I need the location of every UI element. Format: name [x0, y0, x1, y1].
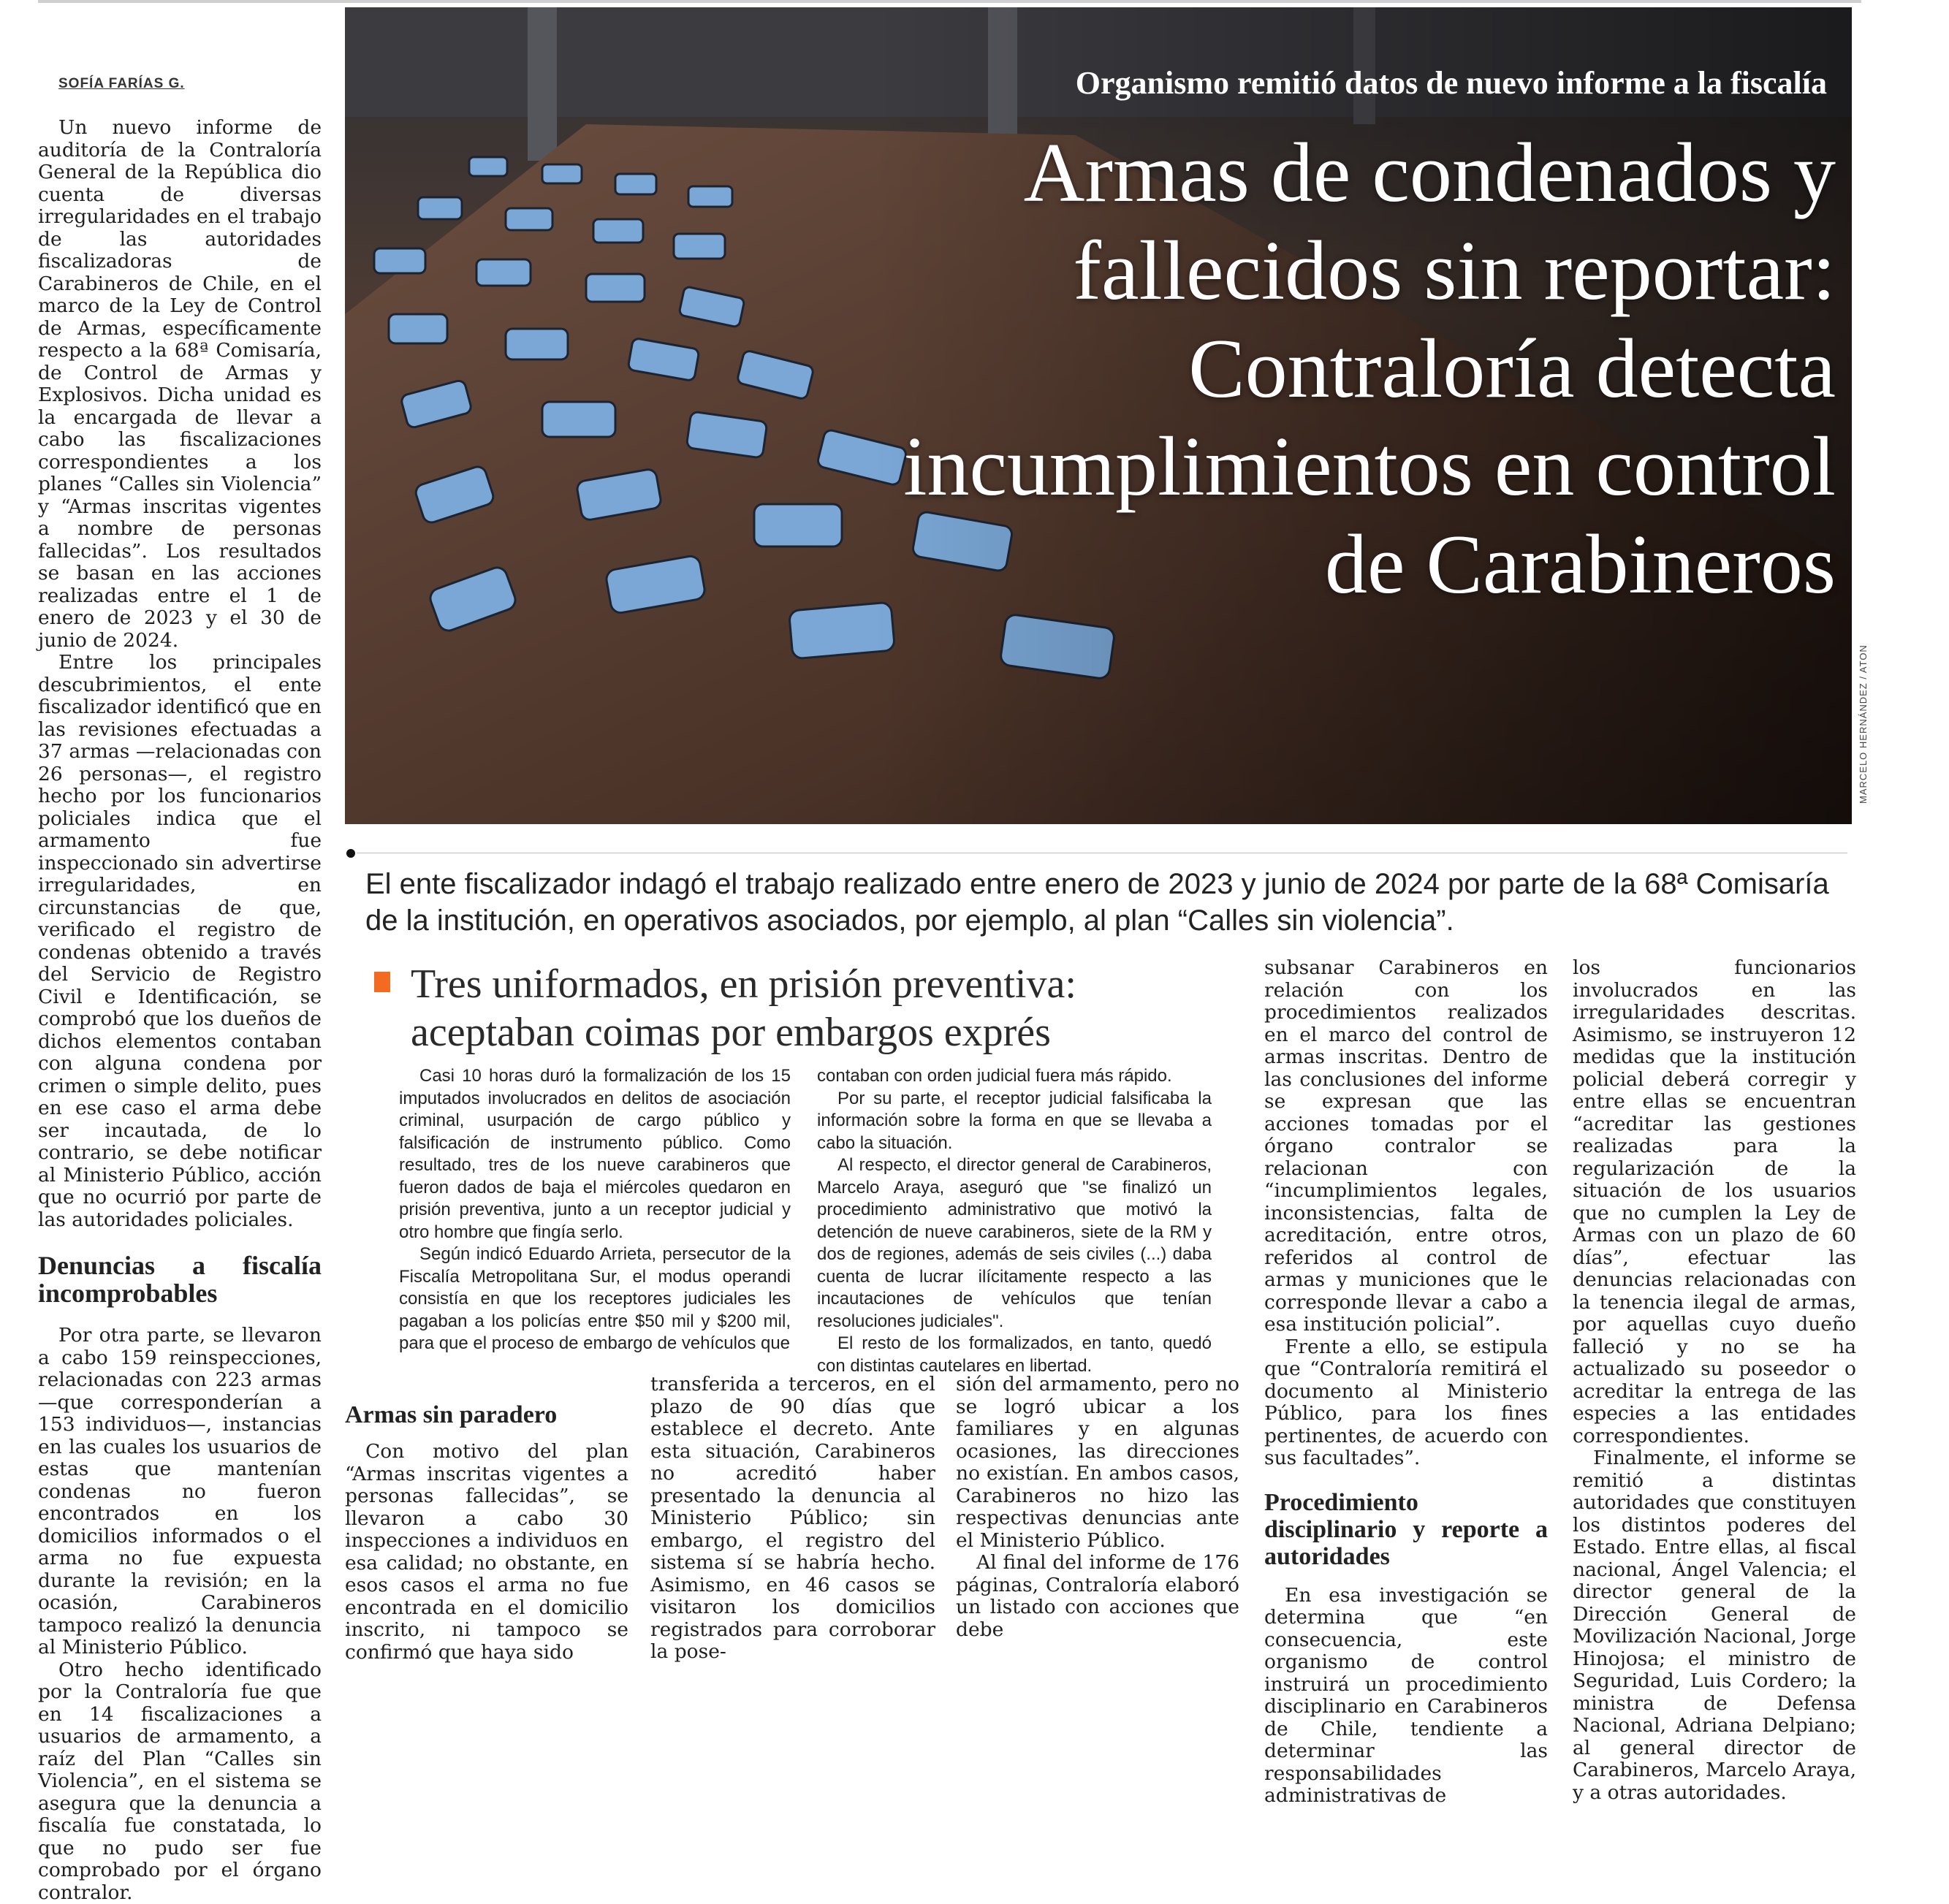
paragraph: sión del armamento, pero no se logró ubicar a los familiares y en algunas ocasiones, las direcciones no existían. En ambos casos, Carabineros no hizo las respectivas denuncias ante el Ministerio Público.: [956, 1374, 1239, 1552]
paragraph: contaban con orden judicial fuera más rápido.: [817, 1065, 1212, 1088]
subhead-procedimiento: Procedimiento disciplinario y reporte a autoridades: [1264, 1489, 1548, 1570]
armas-column-1: [345, 1441, 628, 1664]
byline: SOFÍA FARÍAS G.: [58, 76, 185, 92]
paragraph: Al final del informe de 176 páginas, Contraloría elaboró un listado con acciones que debe: [956, 1552, 1239, 1641]
photo-kicker: Organismo remitió datos de nuevo informe a la fiscalía: [380, 64, 1827, 102]
left-column: [38, 117, 322, 1904]
deck-bullet: [346, 849, 355, 858]
paragraph: Entre los principales descubrimientos, el ente fiscalizador identificó que en las revisiones efectuadas a 37 armas —relacionadas con 26 personas—, el registro hecho por los funcionarios policiales indica que el armamento fue inspeccionado sin advertirse irregularidades, en circunstancias de que, verificado el registro de condenas obtenido a través del Servicio de Registro Civil e Identificación, se comprobó que los dueños de dichos elementos contaban con alguna condena por crimen o simple delito, pues en ese caso el arma debe ser incautada, de lo contrario, se debe notificar al Ministerio Público, acción que no ocurrió por parte de las autoridades policiales.: [38, 652, 322, 1231]
paragraph: Finalmente, el informe se remitió a distintas autoridades que constituyen los distintos poderes del Estado. Entre ellas, al fiscal nacional, Ángel Valencia; el director general de la Dirección General de Movilización Nacional, Jorge Hinojosa; el ministro de Seguridad, Luis Cordero; la ministra de Defensa Nacional, Adriana Delpiano; al general director de Carabineros, Marcelo Araya, y a otras autoridades.: [1573, 1447, 1856, 1804]
paragraph: Con motivo del plan “Armas inscritas vigentes a personas fallecidas”, se llevaron a cabo 30 inspecciones a individuos en esa calidad; no obstante, en esos casos el arma no fue encontrada en el domicilio inscrito, ni tampoco se confirmó que haya sido: [345, 1441, 628, 1664]
subhead-armas: Armas sin paradero: [345, 1401, 557, 1428]
deck: El ente fiscalizador indagó el trabajo realizado entre enero de 2023 y junio de 2024 por parte de la 68ª Comisaría de la institución, en operativos asociados, por ejemplo, al plan “Calles sin violencia”.: [365, 866, 1834, 939]
armas-column-2: [650, 1374, 935, 1664]
right-column-1: [1264, 957, 1548, 1808]
subhead-denuncias: Denuncias a fiscalía incomprobables: [38, 1252, 322, 1307]
paragraph: los funcionarios involucrados en las irregularidades descritas. Asimismo, se instruyeron 12 medidas que la institución policial deberá corregir y entre ellas se encuentran “acreditar las gestiones realizadas para la regularización de la situación de los usuarios que no cumplen la Ley de Armas con un plazo de 60 días”, efectuar las denuncias relacionadas con la tenencia ilegal de armas, por aquellas cuyo dueño falleció y no se ha actualizado su poseedor o acreditar la entrega de las especies a las entidades correspondientes.: [1573, 957, 1856, 1447]
box-column-1: [399, 1065, 791, 1355]
headline: Armas de condenados y fallecidos sin reportar: Contraloría detecta incumplimientos en control de Carabineros: [818, 124, 1836, 614]
right-column-2: [1573, 957, 1856, 1804]
top-rule: [38, 0, 1861, 3]
paragraph: Al respecto, el director general de Carabineros, Marcelo Araya, aseguró que "se finalizó un procedimiento administrativo que motivó la detención de nueve carabineros, siete de la RM y dos de regiones, además de seis civiles (...) daba cuenta de lucrar ilícitamente respecto a las incautaciones de vehículos que tenían resoluciones judiciales".: [817, 1154, 1212, 1333]
paragraph: Por su parte, el receptor judicial falsificaba la información sobre la forma en que se llevaba a cabo la situación.: [817, 1088, 1212, 1155]
paragraph: Según indicó Eduardo Arrieta, persecutor de la Fiscalía Metropolitana Sur, el modus operandi consistía en que los receptores judiciales les pagaban a los policías entre $50 mil y $200 mil, para que el proceso de embargo de vehículos que: [399, 1244, 791, 1355]
paragraph: Un nuevo informe de auditoría de la Contraloría General de la República dio cuenta de diversas irregularidades en el trabajo de las autoridades fiscalizadoras de Carabineros de Chile, en el marco de la Ley de Control de Armas, específicamente respecto a la 68ª Comisaría, de Control de Armas y Explosivos. Dicha unidad es la encargada de llevar a cabo las fiscalizaciones correspondientes a los planes “Calles sin Violencia” y “Armas inscritas vigentes a nombre de personas fallecidas”. Los resultados se basan en las acciones realizadas entre el 1 de enero de 2023 y el 30 de junio de 2024.: [38, 117, 322, 652]
armas-column-3: [956, 1374, 1239, 1641]
paragraph: Por otra parte, se llevaron a cabo 159 reinspecciones, relacionadas con 223 armas —que corresponderían a 153 individuos—, instancias en las cuales los usuarios de estas que mantenían condenas no fueron encontrados en los domicilios informados o el arma no fue expuesta durante la revisión; en la ocasión, Carabineros tampoco realizó la denuncia al Ministerio Público.: [38, 1325, 322, 1659]
box-marker-icon: [374, 972, 390, 992]
paragraph: Otro hecho identificado por la Contraloría fue que en 14 fiscalizaciones a usuarios de armamento, a raíz del Plan “Calles sin Violencia”, en el sistema se asegura que la denuncia a fiscalía fue constatada, lo que no pudo ser fue comprobado por el órgano contralor.: [38, 1659, 322, 1904]
paragraph: subsanar Carabineros en relación con los procedimientos realizados en el marco del control de armas inscritas. Dentro de las conclusiones del informe se expresan que las acciones tomadas por el órgano contralor se relacionan con “incumplimientos legales, inconsistencias, falta de acreditación, entre otros, referidos al control de armas y municiones que le corresponde llevar a cabo a esa institución policial”.: [1264, 957, 1548, 1336]
paragraph: Casi 10 horas duró la formalización de los 15 imputados involucrados en delitos de asociación criminal, usurpación de cargo público y falsificación de instrumento público. Como resultado, tres de los nueve carabineros que fueron dados de baja el miércoles quedaron en prisión preventiva, junto a un receptor judicial y otro hombre que fingía serlo.: [399, 1065, 791, 1244]
box-title: Tres uniformados, en prisión preventiva: aceptaban coimas por embargos exprés: [411, 960, 1215, 1056]
paragraph: El resto de los formalizados, en tanto, quedó con distintas cautelares en libertad.: [817, 1333, 1212, 1377]
paragraph: En esa investigación se determina que “en consecuencia, este organismo de control instruirá un procedimiento disciplinario en Carabineros de Chile, tendiente a determinar las responsabilidades administrativas de: [1264, 1585, 1548, 1808]
photo-credit: MARCELO HERNÁNDEZ / ATON: [1858, 628, 1869, 804]
paragraph: transferida a terceros, en el plazo de 90 días que establece el decreto. Ante esta situación, Carabineros no acreditó haber presentado la denuncia al Ministerio Público; sin embargo, el registro del sistema sí se habría hecho. Asimismo, en 46 casos se visitaron los domicilios registrados para corroborar la pose-: [650, 1374, 935, 1664]
paragraph: Frente a ello, se estipula que “Contraloría remitirá el documento al Ministerio Público, para los fines pertinentes, de acuerdo con sus facultades”.: [1264, 1336, 1548, 1470]
box-column-2: [817, 1065, 1212, 1377]
